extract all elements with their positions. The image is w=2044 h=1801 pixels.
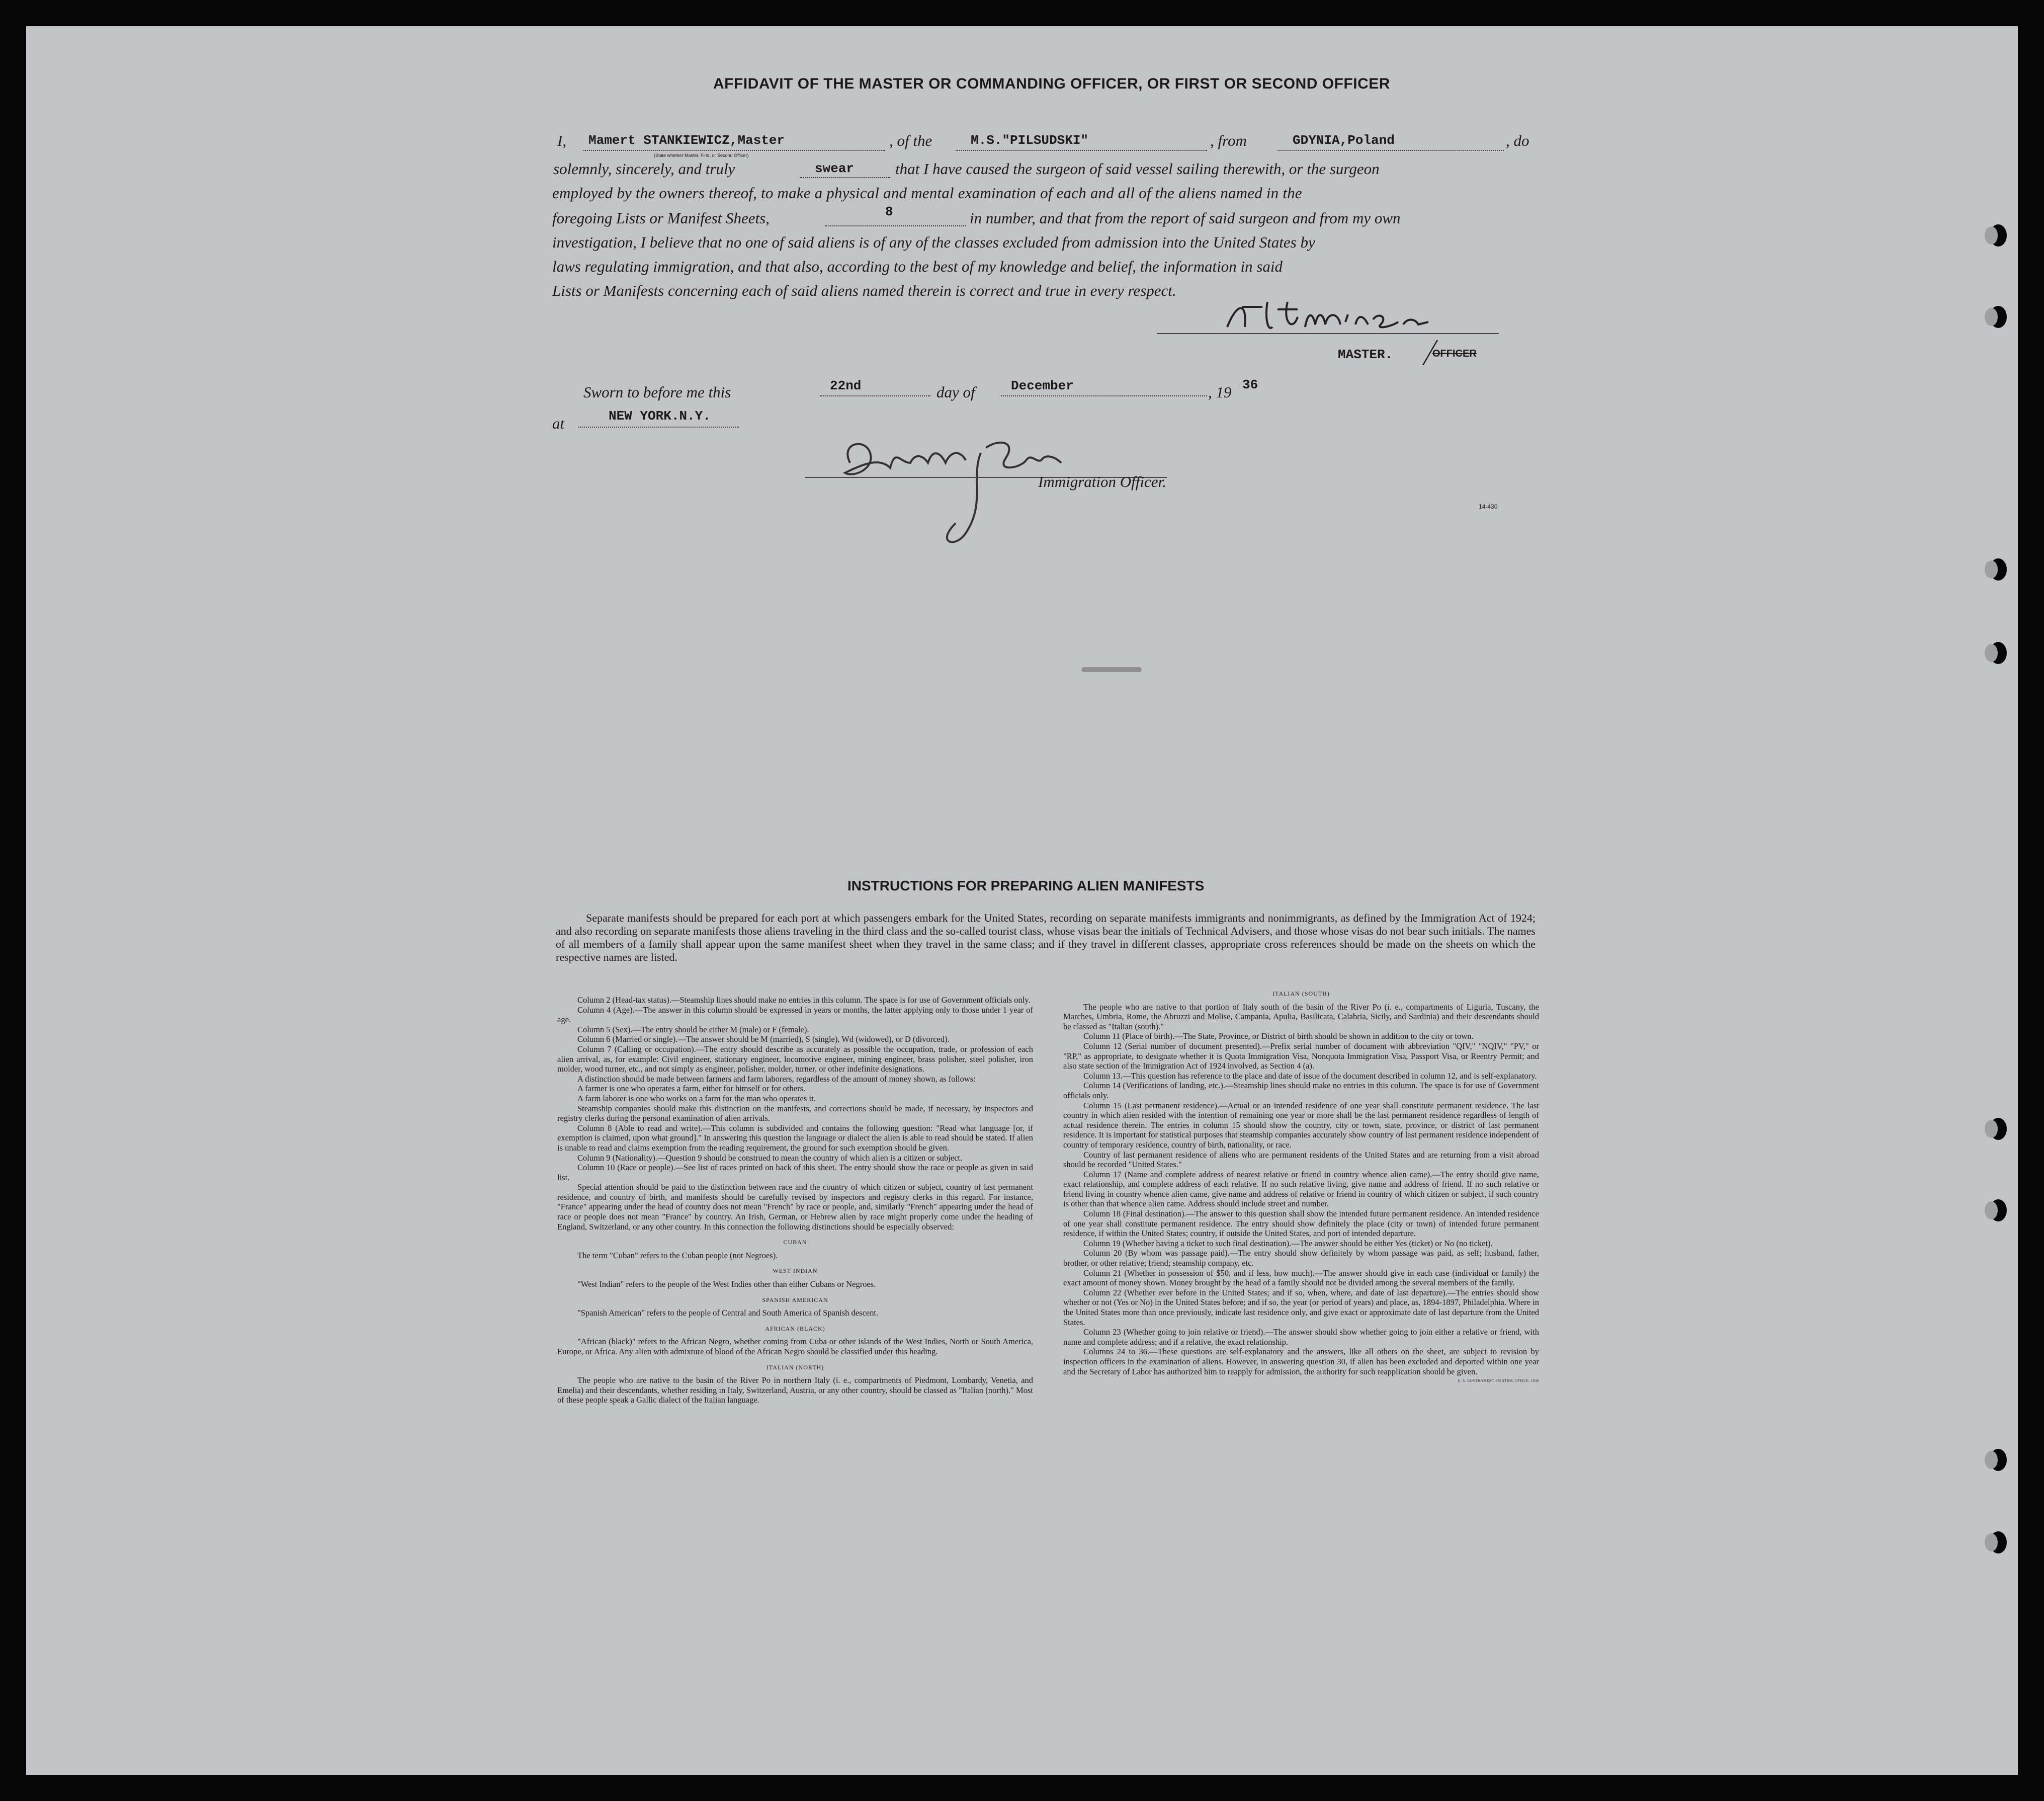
instruction-paragraph: Column 8 (Able to read and write).—This column is subdivided and contains the following question: "Read what language [or, if exemption is claimed, upon what ground]." In answering this question the language or dialect the alien is able to read should be stated. If alien is unable to read and claims exemption from the reading requirement, the ground for such exemption should be given. (557, 1123, 1033, 1153)
intro-i: I, (557, 132, 567, 149)
instruction-paragraph: Column 22 (Whether ever before in the United States; and if so, when, where, and date of last departure).—The entries should show whether or not (Yes or No) in the United States before; and if so, the year (or period of years) and place, as, 1894-1897, Philadelphia. Where in the United States more than once previously, indicate last residence only, and give exact or approximate date of last departure from the United States. (1063, 1287, 1539, 1327)
day-of-text: day of (936, 383, 975, 401)
line6: laws regulating immigration, and that also, according to the best of my knowledge and belief, the information in said (552, 258, 1283, 275)
ship-name: M.S."PILSUDSKI" (971, 133, 1089, 148)
smudge-mark (1081, 667, 1142, 672)
instruction-paragraph: A farm laborer is one who works on a farm for the man who operates it. (577, 1093, 816, 1103)
day-line (820, 395, 930, 396)
sheet-count: 8 (885, 204, 893, 219)
italian-north-heading: ITALIAN (NORTH) (766, 1363, 824, 1371)
instruction-paragraph: Column 10 (Race or people).—See list of races printed on back of this sheet. The entry should show the race or people as given in said list. (557, 1163, 1033, 1182)
spanish-american-text: "Spanish American" refers to the people of Central and South America of Spanish descent. (577, 1308, 879, 1318)
master-signature-line (1157, 333, 1499, 334)
oath-type: swear (815, 161, 855, 176)
instruction-paragraph: Column 23 (Whether going to join relative or friend).—The answer should show whether going to join either a relative or friend, with name and complete address; and if a relative, the exact relationship. (1063, 1327, 1539, 1347)
oath-line (800, 177, 890, 178)
instruction-paragraph: Column 2 (Head-tax status).—Steamship lines should make no entries in this column. The space is for use of Government officials only. (577, 995, 1031, 1005)
instruction-paragraph: Column 11 (Place of birth).—The State, Province, or District of birth should be shown in addition to the city or town. (1083, 1031, 1474, 1041)
west-indian-heading: WEST INDIAN (773, 1267, 818, 1275)
instruction-paragraph: A distinction should be made between farmers and farm laborers, regardless of the amount of money shown, as follows: (577, 1074, 976, 1084)
binder-hole (1990, 642, 2007, 664)
printer-imprint: U. S. GOVERNMENT PRINTING OFFICE: 1936 (1458, 1379, 1539, 1383)
african-text: "African (black)" refers to the African Negro, whether coming from Cuba or other islands of the West Indies, North or South America, Europe, or Africa. Any alien with admixture of blood of the African Negro should be classified under this heading. (557, 1337, 1033, 1356)
instruction-paragraph: Country of last permanent residence of aliens who are permanent residents of the United States and are returning from a visit abroad should be recorded "United States." (1063, 1150, 1539, 1170)
instruction-paragraph: Column 4 (Age).—The answer in this column should be expressed in years or months, the latter applying only to those under 1 year of age. (557, 1005, 1033, 1025)
port-name: GDYNIA,Poland (1293, 133, 1395, 148)
instruction-paragraph: Column 12 (Serial number of document presented).—Prefix serial number of document with abbreviation "QIV," "NQIV," "PV," or "RP," as appropriate, to designate whether it is Quota Immigration Visa, Nonquota Immigration Visa, Passport Visa, or Reentry Permit; and also state section of the Immigration Act of 1924 involved, as Section 4 (a). (1063, 1041, 1539, 1071)
instruction-paragraph: Column 14 (Verifications of landing, etc.).—Steamship lines should make no entries in this column. The space is for use of Government officials only. (1063, 1081, 1539, 1100)
line4-b: in number, and that from the report of said surgeon and from my own (970, 209, 1401, 227)
of-the-text: , of the (889, 132, 932, 149)
month-line (1001, 395, 1207, 396)
instructions-intro: Separate manifests should be prepared for each port at which passengers embark for the United States, recording on separate manifests immigrants and nonimmigrants, as defined by the Immigration Act of 1924; and also recording on separate manifests those aliens traveling in the third class and the so-called tourist class, whose visas bear the initials of Technical Advisers, and those whose visas do not bear such initials. The names of all members of a family shall appear upon the same manifest sheet when they travel in the same class; and if they travel in different classes, appropriate cross references should be made on the sheets on which the respective names are listed. (556, 912, 1536, 963)
name-note: (State whether Master, First, or Second Officer) (654, 153, 749, 158)
sworn-text: Sworn to before me this (583, 383, 731, 401)
african-heading: AFRICAN (BLACK) (765, 1325, 825, 1332)
line5: investigation, I believe that no one of said aliens is of any of the classes excluded from admission into the United States by (552, 233, 1315, 251)
instruction-paragraph: Steamship companies should make this distinction on the manifests, and corrections should be made, if necessary, by inspectors and registry clerks during the personal examination of alien arrivals. (557, 1103, 1033, 1123)
form-number: 14-430 (1479, 503, 1498, 510)
instructions-left-column (557, 995, 1033, 1405)
place-value: NEW YORK.N.Y. (609, 408, 711, 424)
master-signature (1217, 297, 1479, 342)
instruction-paragraph: Column 21 (Whether in possession of $50, and if less, how much).—The answer should give in each case (individual or family) the exact amount of money shown. Money brought by the head of a family should not be divided among the several members of the family. (1063, 1268, 1539, 1288)
instruction-paragraph: Column 5 (Sex).—The entry should be either M (male) or F (female). (577, 1024, 809, 1034)
instruction-paragraph: Special attention should be paid to the distinction between race and the country of which citizen or subject, country of last permanent residence, and country of birth, and manifests should be carefully revised by inspectors and registry clerks in this regard. For instance, "France" appearing under the head of country does not mean "French" by race or people, and, similarly "French" appearing under the head of race or people does not mean "France" by country. An Irish, German, or Hebrew alien by race might properly come under the heading of England, Switzerland, or any other country. In this connection the following distinctions should be especially observed: (557, 1182, 1033, 1232)
instruction-paragraph: A farmer is one who operates a farm, either for himself or for others. (577, 1084, 806, 1094)
spanish-american-heading: SPANISH AMERICAN (762, 1296, 828, 1303)
binder-hole (1990, 1531, 2007, 1553)
instruction-paragraph: The people who are native to that portion of Italy south of the basin of the River Po (i. e., compartments of Liguria, Tuscany, the Marches, Umbria, Rome, the Abruzzi and Molise, Campania, Apulia, Basilicata, Calabria, Sicily, and Sardinia) and their descendants should be classed as "Italian (south)." (1063, 1002, 1539, 1031)
binder-hole (1990, 224, 2007, 247)
year-prefix: , 19 (1208, 383, 1232, 401)
west-indian-text: "West Indian" refers to the people of the West Indies other than either Cubans or Negroes. (577, 1279, 876, 1289)
cuban-text: The term "Cuban" refers to the Cuban people (not Negroes). (577, 1250, 778, 1260)
line4-a: foregoing Lists or Manifest Sheets, (552, 209, 770, 227)
month-value: December (1011, 378, 1074, 393)
name-line (583, 150, 885, 151)
struck-officer: OFFICER (1432, 348, 1477, 359)
affidavit-title: AFFIDAVIT OF THE MASTER OR COMMANDING OFFICER, OR FIRST OR SECOND OFFICER (713, 75, 1390, 92)
master-label: MASTER. (1338, 347, 1393, 362)
binder-hole (1990, 558, 2007, 581)
instructions-title: INSTRUCTIONS FOR PREPARING ALIEN MANIFESTS (847, 878, 1205, 893)
binder-hole (1990, 306, 2007, 328)
day-value: 22nd (830, 378, 862, 393)
instruction-paragraph: Column 18 (Final destination).—The answer to this question shall show the intended future permanent residence. An intended residence of one year shall constitute permanent residence. The entry should show definitely the place (city or town) of intended future permanent residence, if within the United States; country, if outside the United States, and port of intended departure. (1063, 1209, 1539, 1239)
solemnly-text: solemnly, sincerely, and truly (553, 160, 735, 178)
port-line (1278, 150, 1504, 151)
count-line (825, 225, 966, 226)
instruction-paragraph: Column 6 (Married or single).—The answer should be M (married), S (single), Wd (widowed), or D (divorced). (577, 1034, 950, 1044)
officer-signature (835, 433, 1117, 553)
officer-label: Immigration Officer. (1038, 473, 1166, 490)
cuban-heading: CUBAN (783, 1239, 807, 1246)
line2-rest: that I have caused the surgeon of said vessel sailing therewith, or the surgeon (895, 160, 1380, 178)
ship-line (956, 150, 1207, 151)
binder-hole (1990, 1449, 2007, 1471)
binder-hole (1990, 1118, 2007, 1140)
at-text: at (552, 415, 565, 432)
instruction-paragraph: Column 7 (Calling or occupation).—The entry should describe as accurately as possible the occupation, trade, or profession of each alien arrival, as, for example: Civil engineer, stationary engineer, locomotive engineer, mining engineer, brass polisher, steel polisher, iron molder, wood turner, etc., and not simply as engineer, polisher, molder, turner, or other indefinite designations. (557, 1044, 1033, 1074)
italian-south-heading: ITALIAN (SOUTH) (1272, 990, 1330, 997)
instruction-paragraph: Column 13.—This question has reference to the place and date of issue of the document described in column 12, and is self-explanatory. (1083, 1071, 1537, 1081)
instruction-paragraph: Column 15 (Last permanent residence).—Actual or an intended residence of one year shall constitute permanent residence. The last country in which alien resided with the intention of remaining one year or more shall be the last permanent residence regardless of length of actual residence therein. The entries in column 15 should show the country, city or town, state, province, or district of last permanent residence. It is important for statistical purposes that steamship companies accurately show country of last permanent residence independent of country of temporary residence, country of birth, nationality, or race. (1063, 1100, 1539, 1150)
year-value: 36 (1242, 377, 1258, 392)
instruction-paragraph: Column 9 (Nationality).—Question 9 should be construed to mean the country of which alien is a citizen or subject. (577, 1153, 963, 1163)
instruction-paragraph: Column 19 (Whether having a ticket to such final destination).—The answer should be either Yes (ticket) or No (no ticket). (1083, 1238, 1493, 1248)
instructions-right-column (1063, 989, 1539, 1386)
line3: employed by the owners thereof, to make a physical and mental examination of each and all of the aliens named in the (552, 184, 1302, 202)
master-name: Mamert STANKIEWICZ,Master (588, 133, 785, 148)
place-line (578, 427, 739, 428)
italian-north-text: The people who are native to the basin of the River Po in northern Italy (i. e., compartments of Piedmont, Lombardy, Venetia, and Emelia) and their descendants, whether residing in Italy, Switzerland, Austria, or any other country, should be classed as "Italian (north)." Most of these people speak a Gallic dialect of the Italian language. (557, 1375, 1033, 1405)
instruction-paragraph: Columns 24 to 36.—These questions are self-explanatory and the answers, like all others on the sheet, are subject to revision by inspection officers in the examination of aliens. However, in answering question 30, if alien has been excluded and deported within one year and the Secretary of Labor has authorized him to reapply for admission, the authority for such reapplication should be given. (1063, 1347, 1539, 1376)
do-text: , do (1506, 132, 1529, 149)
instruction-paragraph: Column 20 (By whom was passage paid).—The entry should show definitely by whom passage was paid, as self; husband, father, brother, or other relative; friend; steamship company, etc. (1063, 1248, 1539, 1268)
from-text: , from (1210, 132, 1247, 149)
instruction-paragraph: Column 17 (Name and complete address of nearest relative or friend in country whence alien came).—The entry should give name, exact relationship, and complete address of each relative. If no such relative living, give name and address of friend. If no such relative or friend living in country whence alien came, give name and address of relative or friend in country of which citizen or subject, if such country is other than that whence alien came. Address should include street and number. (1063, 1169, 1539, 1209)
line7: Lists or Manifests concerning each of said aliens named therein is correct and true in every respect. (552, 282, 1176, 299)
binder-hole (1990, 1199, 2007, 1221)
